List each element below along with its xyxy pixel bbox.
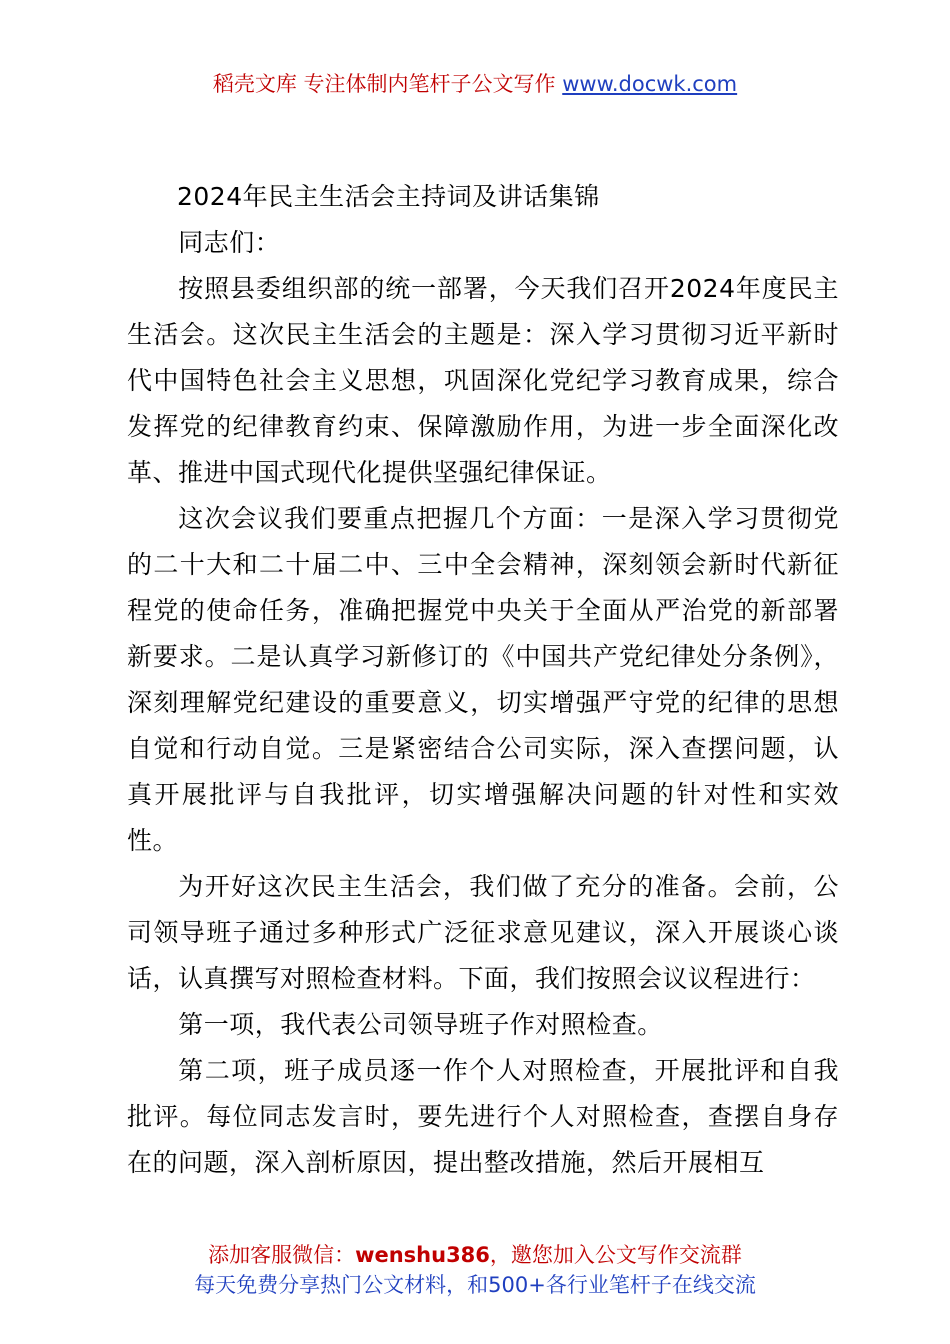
paragraph: 第一项，我代表公司领导班子作对照检查。 (178, 1010, 663, 1039)
paragraph: 按照县委组织部的统一部署，今天我们召开2024年度民主生活会。这次民主生活会的主题是：深入学习贯彻习近平新时代中国特色社会主义思想，巩固深化党纪学习教育成果，综合发挥党的纪律教育约束、保障激励作用，为进一步全面深化改革、推进中国式现代化提供坚强纪律保证。 (127, 274, 839, 487)
document-body (127, 174, 839, 1186)
page-footer (0, 1240, 950, 1300)
footer-contact-line (0, 1240, 950, 1270)
paragraph: 第二项，班子成员逐一作个人对照检查，开展批评和自我批评。每位同志发言时，要先进行个人对照检查，查摆自身存在的问题，深入剖析原因，提出整改措施，然后开展相互 (127, 1056, 839, 1177)
paragraph: 为开好这次民主生活会，我们做了充分的准备。会前，公司领导班子通过多种形式广泛征求意见建议，深入开展谈心谈话，认真撰写对照检查材料。下面，我们按照会议议程进行： (127, 872, 839, 993)
footer-suffix: ，邀您加入公文写作交流群 (489, 1243, 742, 1267)
page-header (0, 70, 950, 98)
paragraph: 这次会议我们要重点把握几个方面：一是深入学习贯彻党的二十大和二十届二中、三中全会精神，深刻领会新时代新征程党的使命任务，准确把握党中央关于全面从严治党的新部署新要求。二是认真学习新修订的《中国共产党纪律处分条例》，深刻理解党纪建设的重要意义，切实增强严守党的纪律的思想自觉和行动自觉。三是紧密结合公司实际，深入查摆问题，认真开展批评与自我批评，切实增强解决问题的针对性和实效性。 (127, 504, 839, 855)
footer-prefix: 添加客服微信： (208, 1243, 356, 1267)
greeting: 同志们： (178, 228, 281, 257)
footer-promo-line: 每天免费分享热门公文材料，和500+各行业笔杆子在线交流 (194, 1273, 756, 1297)
brand-text: 稻壳文库 专注体制内笔杆子公文写作 (212, 72, 556, 96)
website-link[interactable]: www.docwk.com (562, 72, 738, 96)
wechat-id: wenshu386 (355, 1243, 490, 1267)
document-title: 2024年民主生活会主持词及讲话集锦 (177, 182, 600, 211)
